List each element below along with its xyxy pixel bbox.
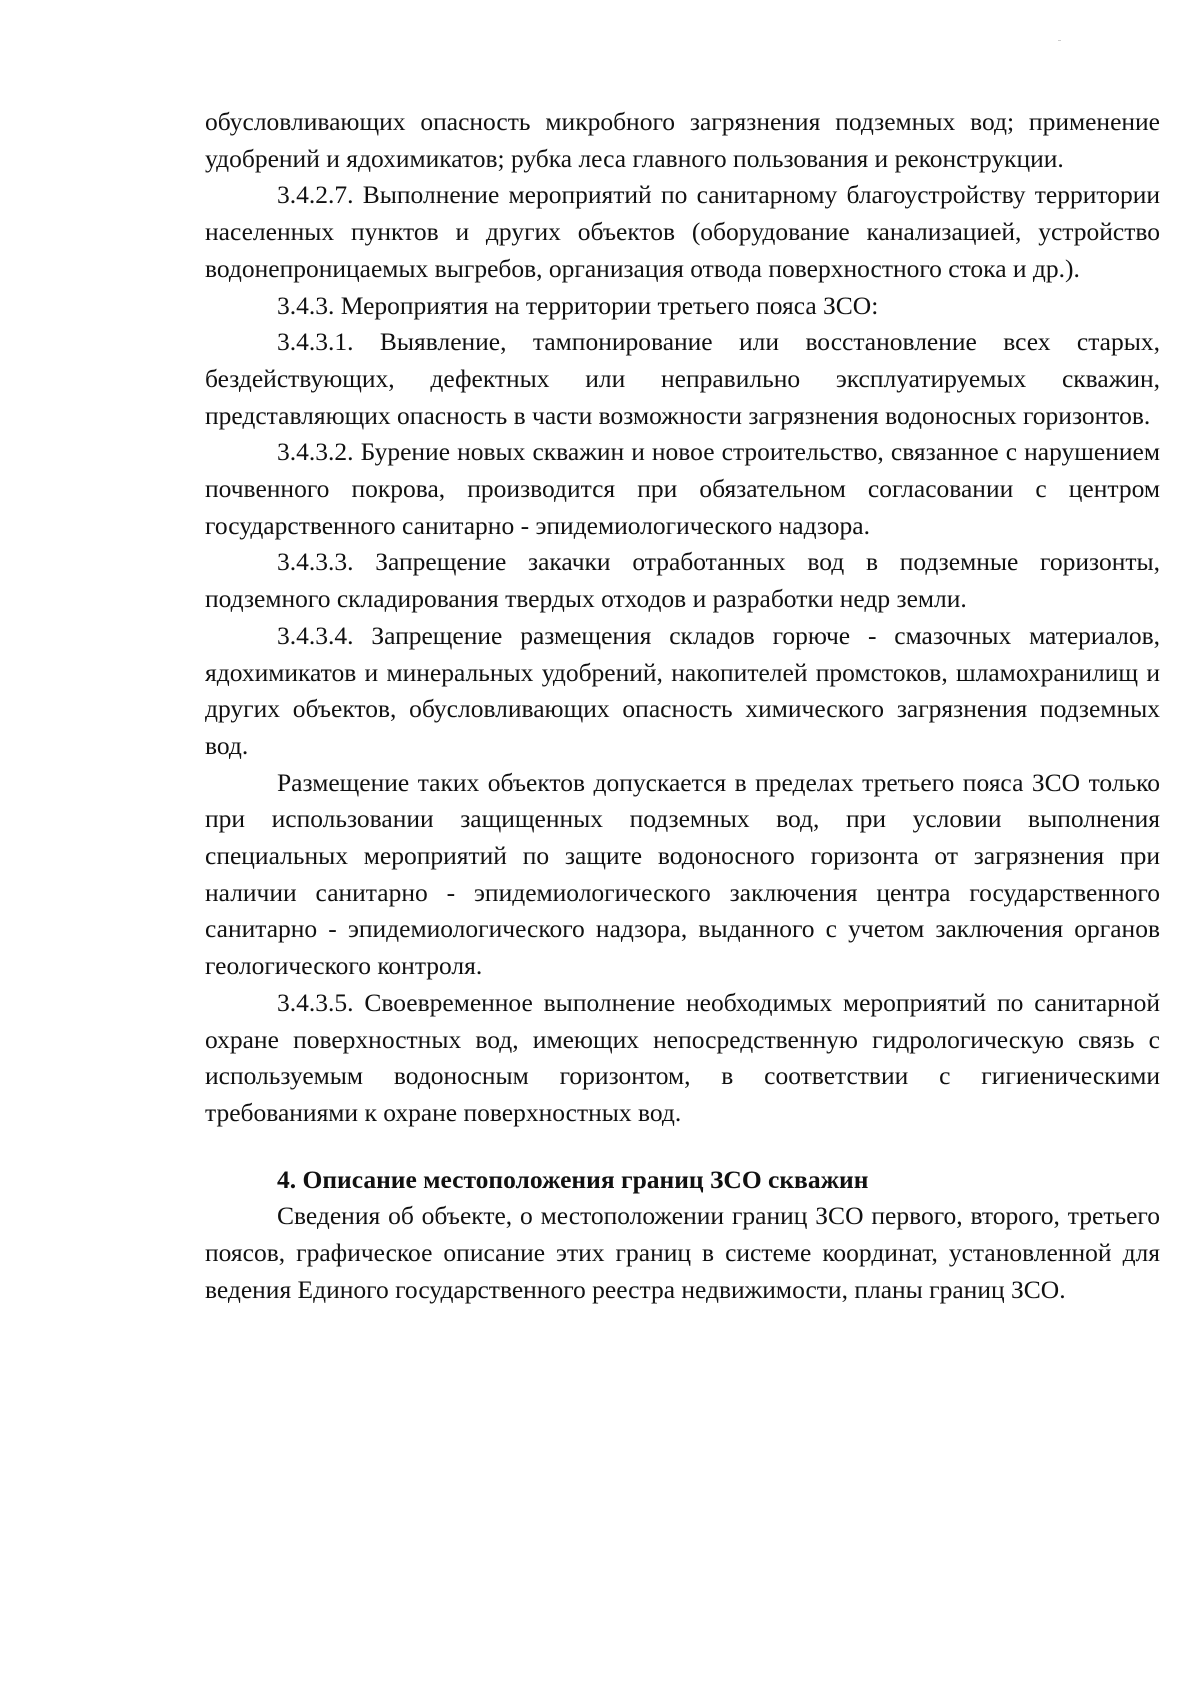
paragraph-3-4-3-2: 3.4.3.2. Бурение новых скважин и новое строительство, связанное с нарушением почвенного покрова, производится при обязательном согласовании с центром государственного санитарно - эпидемиологического надзора. [205, 437, 1160, 540]
paragraph-3-4-3-3: 3.4.3.3. Запрещение закачки отработанных вод в подземные горизонты, подземного складирования твердых отходов и разработки недр земли. [205, 547, 1160, 614]
paragraph-3-4-3-4: 3.4.3.4. Запрещение размещения складов горюче - смазочных материалов, ядохимикатов и минеральных удобрений, накопителей промстоков, шламохранилищ и других объектов, обусловливающих опасность химического загрязнения подземных вод. [205, 620, 1160, 760]
paragraph-placement: Размещение таких объектов допускается в пределах третьего пояса ЗСО только при использовании защищенных подземных вод, при условии выполнения специальных мероприятий по защите водоносного горизонта от загрязнения при наличии санитарно - эпидемиологического заключения центра государственного санитарно - эпидемиологического надзора, выданного с учетом заключения органов геологического контроля. [205, 767, 1160, 981]
paragraph-3-4-2-7: 3.4.2.7. Выполнение мероприятий по санитарному благоустройству территории населенных пунктов и других объектов (оборудование канализацией, устройство водонепроницаемых выгребов, организация отвода поверхностного стока и др.). [205, 180, 1160, 283]
document-page [205, 104, 1160, 1309]
section-heading: 4. Описание местоположения границ ЗСО скважин [277, 1164, 869, 1194]
scan-speck [1058, 40, 1061, 41]
paragraph-continuation: обусловливающих опасность микробного загрязнения подземных вод; применение удобрений и ядохимикатов; рубка леса главного пользования и реконструкции. [205, 107, 1160, 173]
paragraph-3-4-3-5: 3.4.3.5. Своевременное выполнение необходимых мероприятий по санитарной охране поверхностных вод, имеющих непосредственную гидрологическую связь с используемым водоносным горизонтом, в соответствии с гигиеническими требованиями к охране поверхностных вод. [205, 987, 1160, 1127]
section-paragraph: Сведения об объекте, о местоположении границ ЗСО первого, второго, третьего поясов, графическое описание этих границ в системе координат, установленной для ведения Единого государственного реестра недвижимости, планы границ ЗСО. [205, 1201, 1160, 1304]
paragraph-3-4-3: 3.4.3. Мероприятия на территории третьего пояса ЗСО: [277, 290, 879, 320]
paragraph-3-4-3-1: 3.4.3.1. Выявление, тампонирование или восстановление всех старых, бездействующих, дефектных или неправильно эксплуатируемых скважин, представляющих опасность в части возможности загрязнения водоносных горизонтов. [205, 327, 1160, 430]
